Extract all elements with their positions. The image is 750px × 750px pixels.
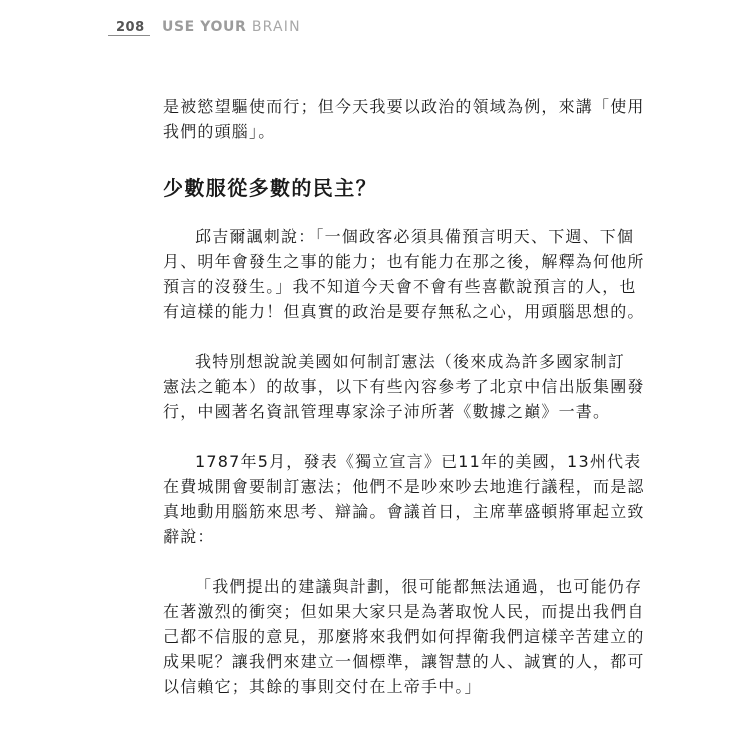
running-head-rule bbox=[108, 35, 150, 36]
text-line: 真地動用腦筋來思考、辯論。會議首日，主席華盛頓將軍起立致 bbox=[163, 502, 645, 521]
text-line: 月、明年會發生之事的能力；也有能力在那之後，解釋為何他所 bbox=[163, 252, 645, 271]
text-line: 我們的頭腦」。 bbox=[163, 122, 276, 141]
page-number: 208 bbox=[116, 20, 145, 35]
text-line: 1787年5月，發表《獨立宣言》已11年的美國，13州代表 bbox=[195, 452, 642, 471]
text-line: 邱吉爾諷刺說：「一個政客必須具備預言明天、下週、下個 bbox=[195, 227, 635, 246]
text-line: 己都不信服的意見，那麼將來我們如何捍衛我們這樣辛苦建立的 bbox=[163, 627, 645, 646]
text-line: 在著激烈的衝突；但如果大家只是為著取悅人民，而提出我們自 bbox=[163, 602, 645, 621]
book-title-light: BRAIN bbox=[251, 19, 301, 35]
text-line: 我特別想說說美國如何制訂憲法（後來成為許多國家制訂 bbox=[195, 352, 626, 371]
text-line: 以信賴它；其餘的事則交付在上帝手中。」 bbox=[163, 677, 482, 696]
text-line: 「我們提出的建議與計劃，很可能都無法通過，也可能仍存 bbox=[195, 577, 643, 596]
running-head bbox=[0, 18, 750, 42]
page-body bbox=[163, 94, 645, 699]
text-line: 行，中國著名資訊管理專家涂子沛所著《數據之巔》一書。 bbox=[163, 402, 611, 421]
paragraph-washington-quote bbox=[163, 574, 645, 699]
text-line: 憲法之範本）的故事，以下有些內容參考了北京中信出版集團發 bbox=[163, 377, 645, 396]
text-line: 是被慾望驅使而行；但今天我要以政治的領域為例，來講「使用 bbox=[163, 97, 645, 116]
text-line: 成果呢？讓我們來建立一個標準，讓智慧的人、誠實的人，都可 bbox=[163, 652, 645, 671]
paragraph-constitution bbox=[163, 349, 645, 424]
text-line: 辭說： bbox=[163, 527, 215, 546]
text-line: 在費城開會要制訂憲法；他們不是吵來吵去地進行議程，而是認 bbox=[163, 477, 645, 496]
text-line: 預言的沒發生。」我不知道今天會不會有些喜歡說預言的人，也 bbox=[163, 277, 637, 296]
text-line: 有這樣的能力！但真實的政治是要存無私之心，用頭腦思想的。 bbox=[163, 302, 645, 321]
paragraph-churchill bbox=[163, 224, 645, 324]
book-title bbox=[162, 19, 301, 35]
paragraph-intro-continuation bbox=[163, 94, 645, 144]
section-heading: 少數服從多數的民主？ bbox=[163, 176, 377, 200]
book-title-bold: USE YOUR bbox=[162, 19, 252, 35]
paragraph-1787 bbox=[163, 449, 645, 549]
